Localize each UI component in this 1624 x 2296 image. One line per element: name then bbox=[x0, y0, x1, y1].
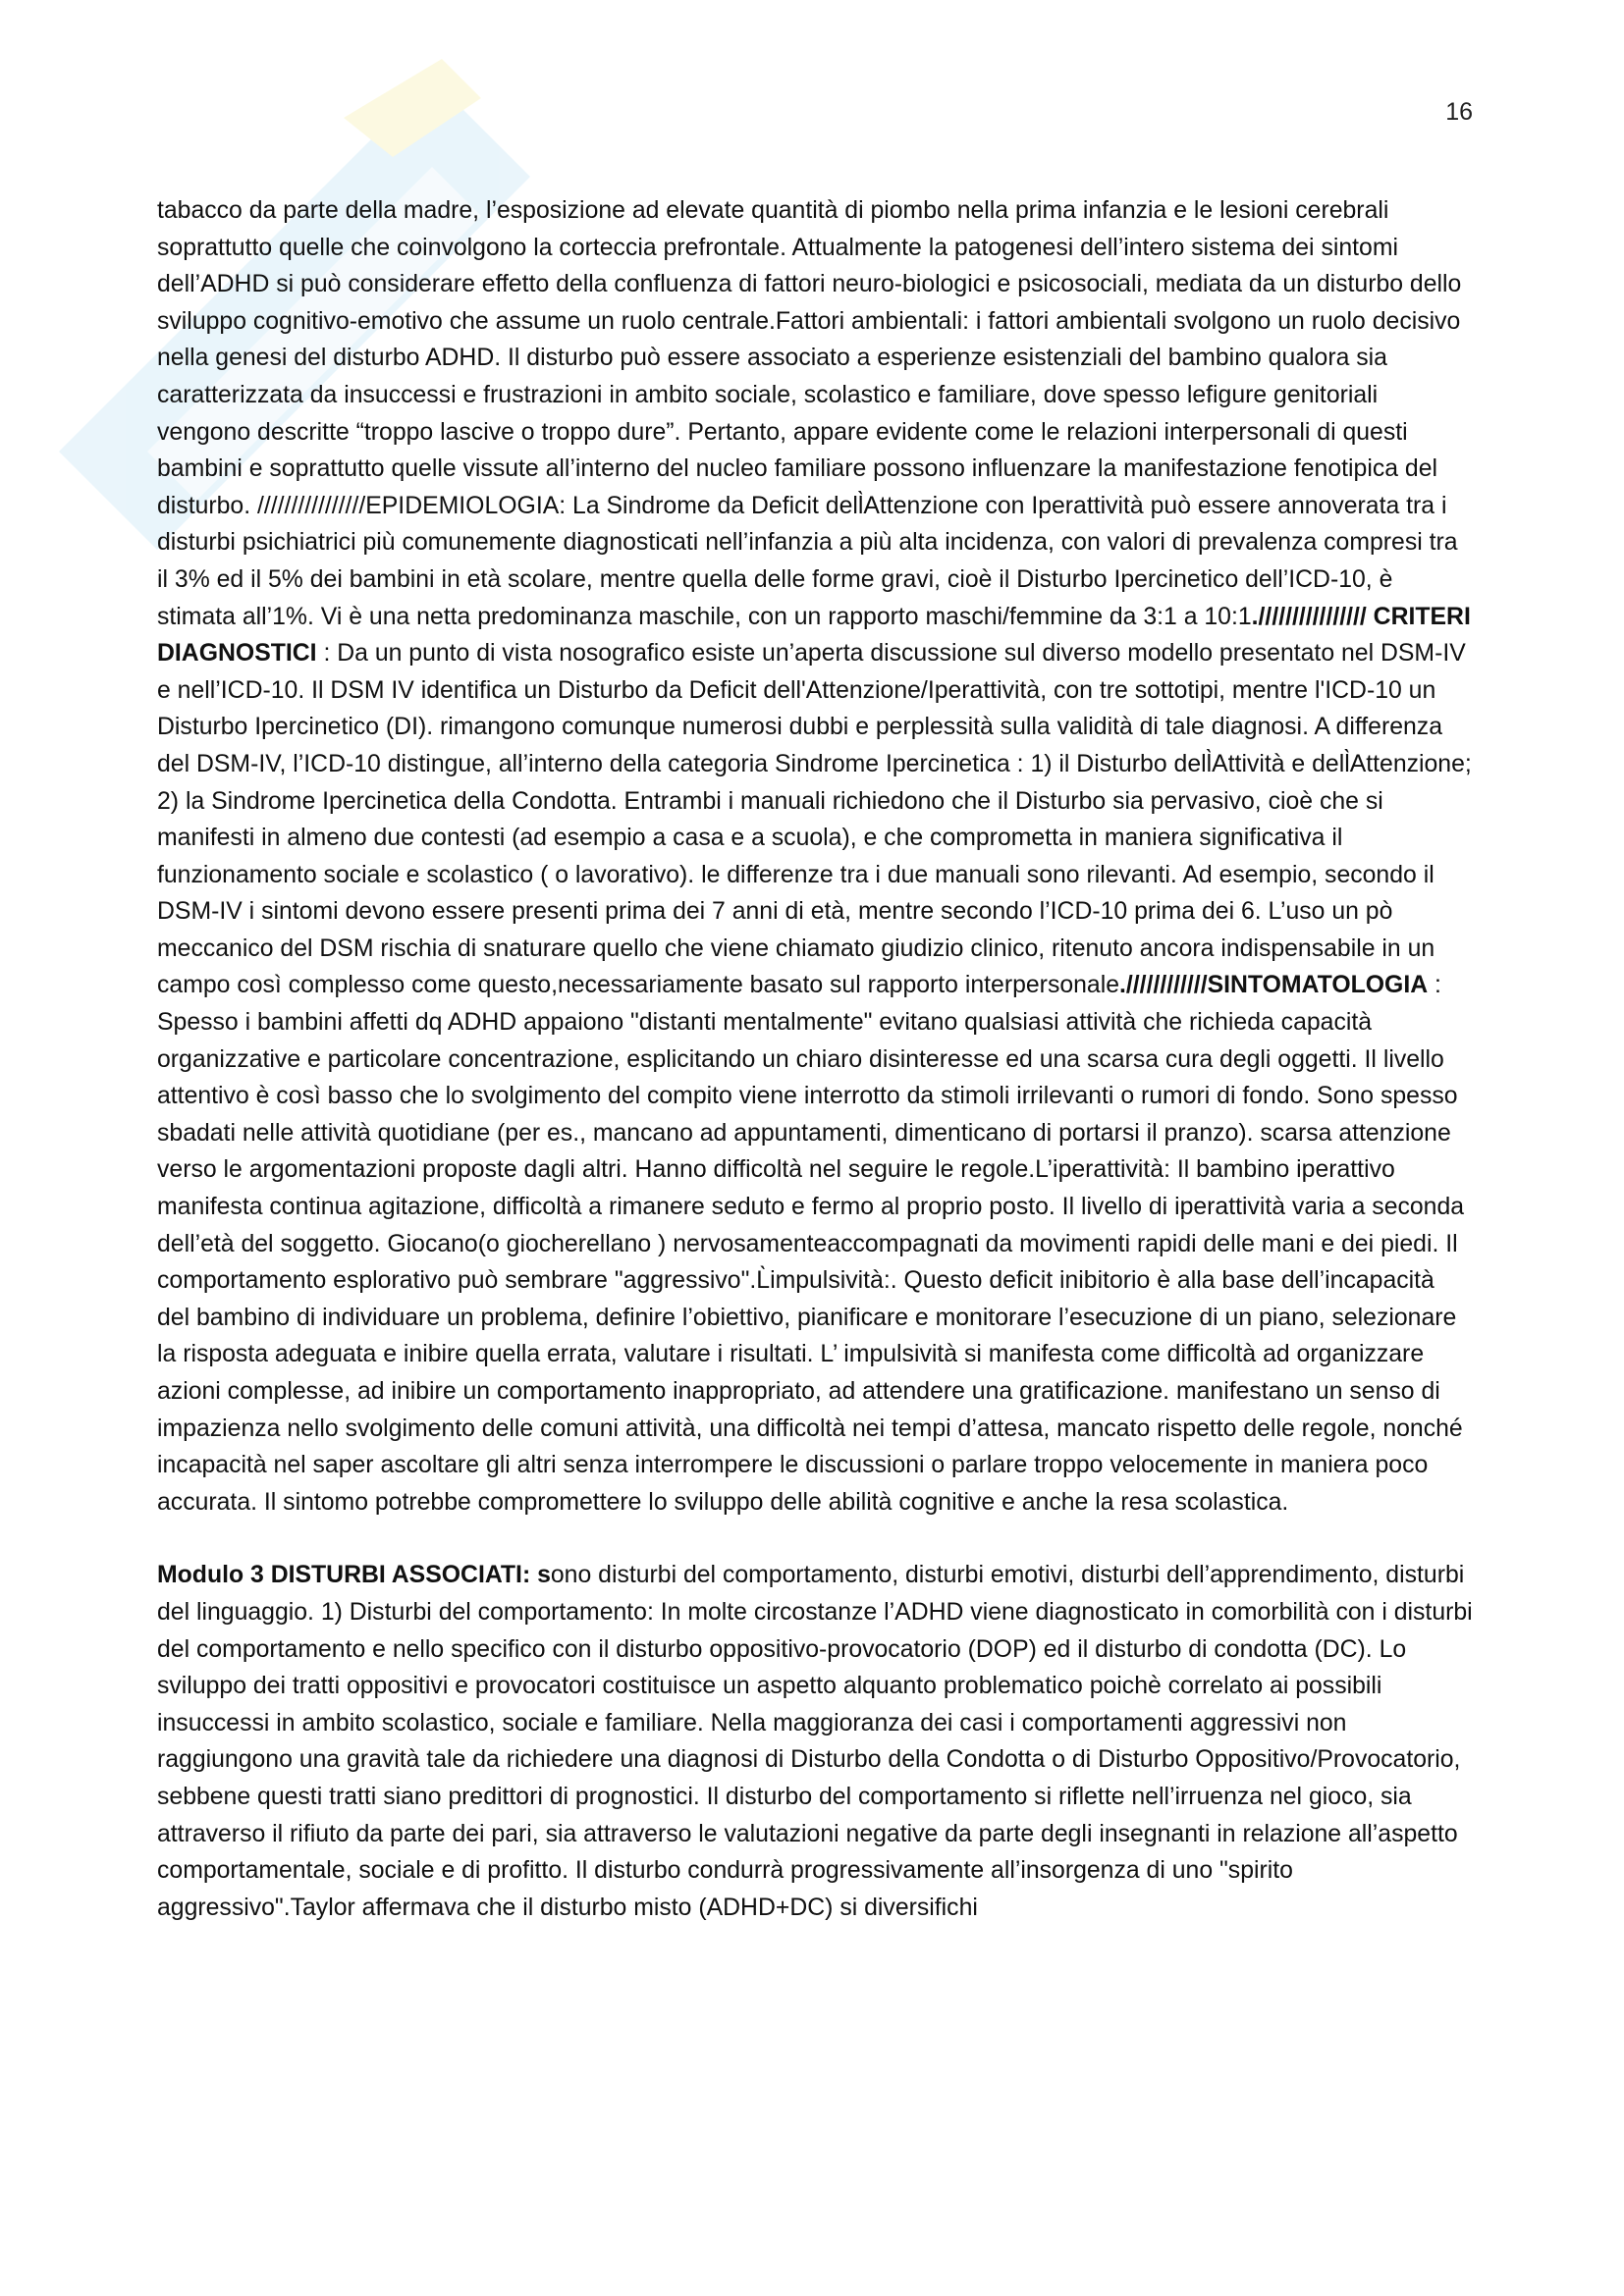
text-run: : Da un punto di vista nosografico esiste un’aperta discussione sul diverso modello presentato nel DSM-IV e nell’ICD-10. Il DSM IV identifica un Disturbo da Deficit dell'Attenzione/Iperattività, con tre sottotipi, mentre l'ICD-10 un Disturbo Ipercinetico (DI). rimangono comunque numerosi dubbi e perplessità sulla validità di tale diagnosi. A differenza del DSM-IV, l’ICD-10 distingue, all’interno della categoria Sindrome Ipercinetica : 1) il Disturbo dell̀Attività e dell̀Attenzione; 2) la Sindrome Ipercinetica della Condotta. Entrambi i manuali richiedono che il Disturbo sia pervasivo, cioè che si manifesti in almeno due contesti (ad esempio a casa e a scuola), e che comprometta in maniera significativa il funzionamento sociale e scolastico ( o lavorativo). le differenze tra i due manuali sono rilevanti. Ad esempio, secondo il DSM-IV i sintomi devono essere presenti prima dei 7 anni di età, mentre secondo l’ICD-10 prima dei 6. L’uso un pò meccanico del DSM rischia di snaturare quello che viene chiamato giudizio clinico, ritenuto ancora indispensabile in un campo così complesso come questo,necessariamente basato sul rapporto interpersonale bbox=[157, 640, 1472, 999]
text-run: ono disturbi del comportamento, disturbi emotivi, disturbi dell’apprendimento, disturbi del linguaggio. 1) Disturbi del comportamento: In molte circostanze l’ADHD viene diagnosticato in comorbilità con i disturbi del comportamento e nello specifico con il disturbo oppositivo-provocatorio (DOP) ed il disturbo di condotta (DC). Lo sviluppo dei tratti oppositivi e provocatori costituisce un aspetto alquanto problematico poichè correlato ai possibili insuccessi in ambito scolastico, sociale e familiare. Nella maggioranza dei casi i comportamenti aggressivi non raggiungono una gravità tale da richiedere una diagnosi di Disturbo della Condotta o di Disturbo Oppositivo/Provocatorio, sebbene questi tratti siano predittori di prognostici. Il disturbo del comportamento si riflette nell’irruenza nel gioco, sia attraverso il rifiuto da parte dei pari, sia attraverso le valutazioni negative da parte degli insegnanti in relazione all’aspetto comportamentale, sociale e di profitto. Il disturbo condurrà progressivamente all’insorgenza di uno "spirito aggressivo".Taylor affermava che il disturbo misto (ADHD+DC) si diversifichi bbox=[157, 1562, 1473, 1921]
heading-modulo-3: Modulo 3 DISTURBI ASSOCIATI: s bbox=[157, 1562, 551, 1589]
heading-criteri-diagnostici: .//////////////// CRITERI DIAGNOSTICI bbox=[157, 603, 1471, 667]
text-run: tabacco da parte della madre, l’esposizione ad elevate quantità di piombo nella prima infanzia e le lesioni cerebrali soprattutto quelle che coinvolgono la corteccia prefrontale. Attualmente la patogenesi dell’intero sistema dei sintomi dell’ADHD si può considerare effetto della confluenza di fattori neuro-biologici e psicosociali, mediata da un disturbo dello sviluppo cognitivo-emotivo che assume un ruolo centrale.Fattori ambientali: i fattori ambientali svolgono un ruolo decisivo nella genesi del disturbo ADHD. Il disturbo può essere associato a esperienze esistenziali del bambino qualora sia caratterizzata da insuccessi e frustrazioni in ambito sociale, scolastico e familiare, dove spesso lefigure genitoriali vengono descritte “troppo lascive o troppo dure”. Pertanto, appare evidente come le relazioni interpersonali di questi bambini e soprattutto quelle vissute all’interno del nucleo familiare possono influenzare la manifestazione fenotipica del disturbo. ////////////////EPIDEMIOLOGIA: La Sindrome da Deficit dell̀Attenzione con Iperattività può essere annoverata tra i disturbi psichiatrici più comunemente diagnosticati nell’infanzia a più alta incidenza, con valori di prevalenza compresi tra il 3% ed il 5% dei bambini in età scolare, mentre quella delle forme gravi, cioè il Disturbo Ipercinetico dell’ICD-10, è stimata all’1%. Vi è una netta predominanza maschile, con un rapporto maschi/femmine da 3:1 a 10:1 bbox=[157, 197, 1462, 630]
page-number: 16 bbox=[1445, 98, 1473, 126]
heading-sintomatologia: .////////////SINTOMATOLOGIA bbox=[1119, 972, 1429, 999]
text-run: : Spesso i bambini affetti dq ADHD appaiono "distanti mentalmente" evitano qualsiasi attività che richieda capacità organizzative e particolare concentrazione, esplicitando un chiaro disinteresse ed una scarsa cura degli oggetti. Il livello attentivo è così basso che lo svolgimento del compito viene interrotto da stimoli irrilevanti o rumori di fondo. Sono spesso sbadati nelle attività quotidiane (per es., mancano ad appuntamenti, dimenticano di portarsi il pranzo). scarsa attenzione verso le argomentazioni proposte dagli altri. Hanno difficoltà nel seguire le regole.L’iperattività: Il bambino iperattivo manifesta continua agitazione, difficoltà a rimanere seduto e fermo al proprio posto. Il livello di iperattività varia a seconda dell’età del soggetto. Giocano(o giocherellano ) nervosamenteaccompagnati da movimenti rapidi delle mani e dei piedi. Il comportamento esplorativo può sembrare "aggressivo".L̀impulsività:. Questo deficit inibitorio è alla base dell’incapacità del bambino di individuare un problema, definire l’obiettivo, pianificare e monitorare l’esecuzione di un piano, selezionare la risposta adeguata e inibire quella errata, valutare i risultati. L’ impulsività si manifesta come difficoltà ad organizzare azioni complesse, ad inibire un comportamento inappropriato, ad attendere una gratificazione. manifestano un senso di impazienza nello svolgimento delle comuni attività, una difficoltà nei tempi d’attesa, mancato rispetto delle regole, nonché incapacità nel saper ascoltare gli altri senza interrompere le discussioni o parlare troppo velocemente in maniera poco accurata. Il sintomo potrebbe compromettere lo sviluppo delle abilità cognitive e anche la resa scolastica. bbox=[157, 972, 1465, 1516]
paragraph bbox=[157, 1557, 1473, 1926]
paragraph bbox=[157, 192, 1473, 1521]
document-body bbox=[157, 192, 1473, 1926]
